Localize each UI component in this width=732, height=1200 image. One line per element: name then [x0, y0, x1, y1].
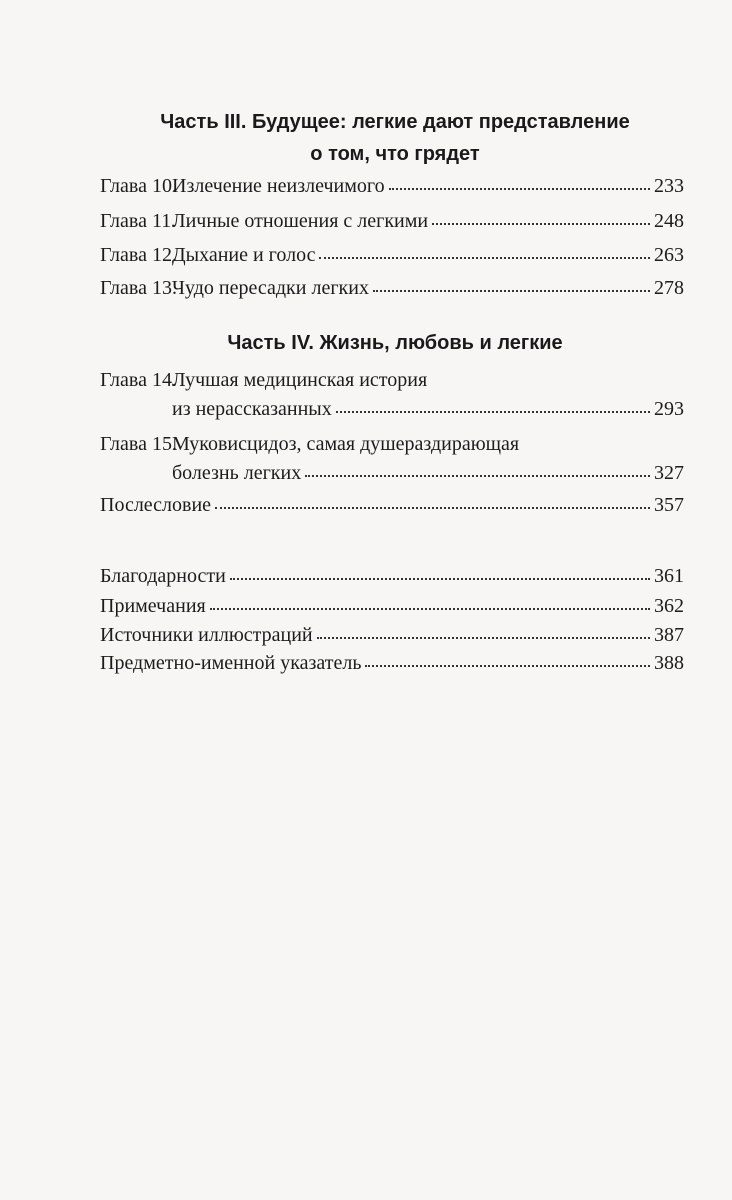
page-number: 248: [654, 210, 684, 232]
page-number: 387: [654, 624, 684, 646]
leader-dots: [336, 411, 650, 413]
page-number: 362: [654, 595, 684, 617]
leader-dots: [373, 290, 650, 292]
chapter-number: Глава 11.: [100, 210, 177, 232]
toc-entry-index[interactable]: [100, 648, 684, 678]
chapter-title-line1: Лучшая медицинская история: [172, 369, 428, 391]
chapter-title: Чудо пересадки легких: [172, 277, 369, 299]
chapter-title-line1: Муковисцидоз, самая душераздирающая: [172, 433, 520, 455]
chapter-title: Личные отношения с легкими: [172, 210, 429, 232]
toc-entry-chapter-10[interactable]: [100, 171, 684, 201]
leader-dots: [305, 475, 650, 477]
chapter-title-line2: болезнь легких: [172, 462, 302, 484]
toc-entry-chapter-15-line1[interactable]: [100, 429, 684, 459]
page-number: 278: [654, 277, 684, 299]
part-3-title-line2: о том, что грядет: [310, 143, 480, 165]
page-number: 263: [654, 244, 684, 266]
chapter-number: Глава 10.: [100, 175, 177, 197]
leader-dots: [319, 257, 650, 259]
leader-dots: [230, 578, 650, 580]
entry-title: Послесловие: [100, 494, 212, 516]
page-number: 327: [654, 462, 684, 484]
toc-entry-chapter-13[interactable]: [100, 273, 684, 303]
entry-title: Источники иллюстраций: [100, 624, 313, 646]
chapter-title: Излечение неизлечимого: [172, 175, 385, 197]
toc-entry-afterword[interactable]: [100, 490, 684, 520]
toc-entry-chapter-12[interactable]: [100, 240, 684, 270]
page-number: 233: [654, 175, 684, 197]
part-4-title: Часть IV. Жизнь, любовь и легкие: [227, 332, 563, 354]
chapter-number: Глава 15.: [100, 433, 177, 455]
page-number: 361: [654, 565, 684, 587]
entry-title: Примечания: [100, 595, 206, 617]
entry-title: Благодарности: [100, 565, 226, 587]
toc-entry-illustration-sources[interactable]: [100, 620, 684, 650]
leader-dots: [389, 188, 650, 190]
page-number: 357: [654, 494, 684, 516]
leader-dots: [432, 223, 650, 225]
toc-entry-acknowledgements[interactable]: [100, 561, 684, 591]
toc-entry-chapter-14-line2[interactable]: [100, 394, 684, 424]
chapter-number: Глава 13.: [100, 277, 177, 299]
toc-entry-chapter-15-line2[interactable]: [100, 458, 684, 488]
toc-entry-notes[interactable]: [100, 591, 684, 621]
chapter-title-line2: из нерассказанных: [172, 398, 332, 420]
part-3-title-line1: Часть III. Будущее: легкие дают представление: [160, 111, 630, 133]
toc-entry-chapter-14-line1[interactable]: [100, 365, 684, 395]
leader-dots: [210, 608, 650, 610]
leader-dots: [215, 507, 650, 509]
leader-dots: [317, 637, 650, 639]
page-number: 388: [654, 652, 684, 674]
leader-dots: [365, 665, 650, 667]
chapter-title: Дыхание и голос: [172, 244, 316, 266]
toc-entry-chapter-11[interactable]: [100, 206, 684, 236]
page-number: 293: [654, 398, 684, 420]
entry-title: Предметно-именной указатель: [100, 652, 362, 674]
chapter-number: Глава 12.: [100, 244, 177, 266]
chapter-number: Глава 14.: [100, 369, 177, 391]
